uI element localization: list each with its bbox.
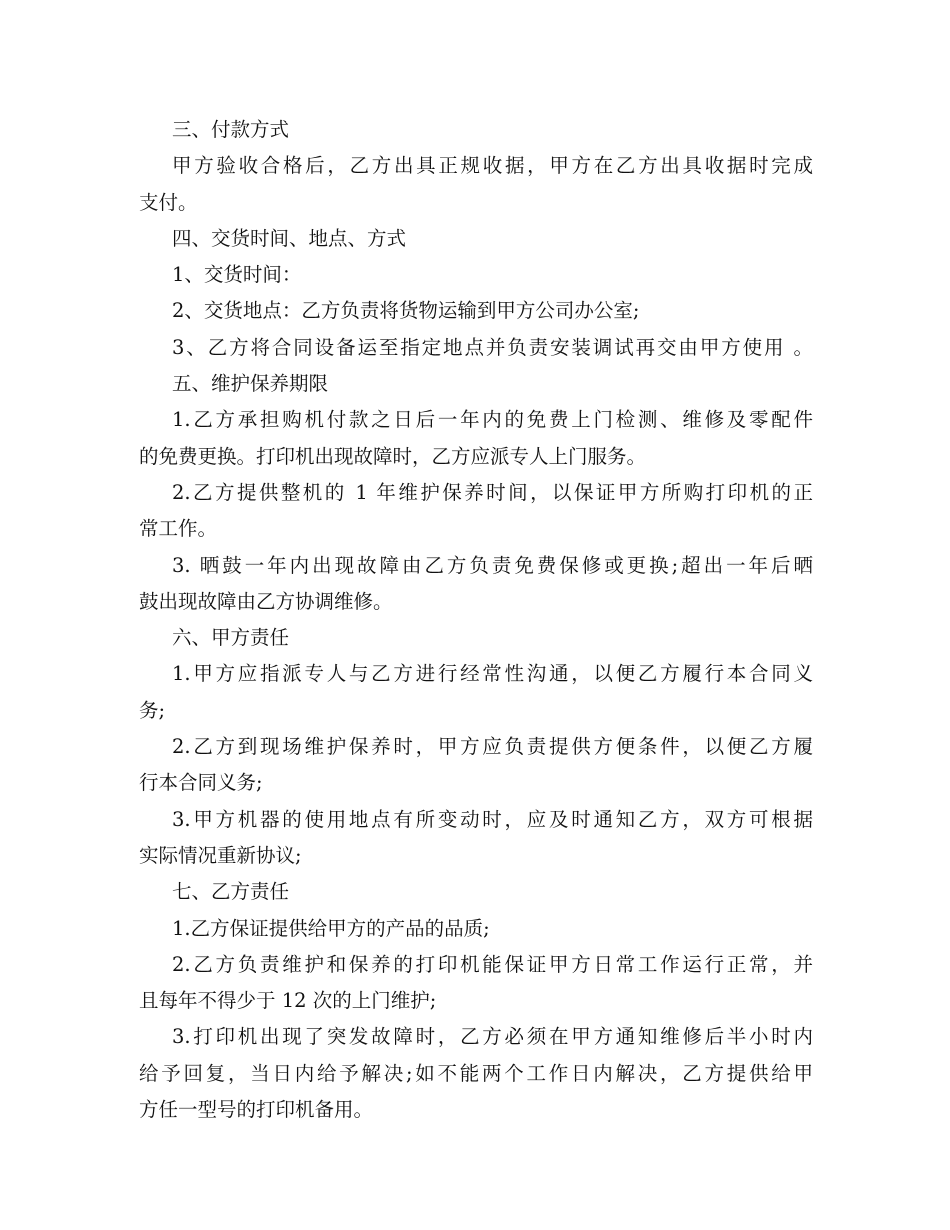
text-line: 鼓出现故障由乙方协调维修。: [139, 589, 393, 613]
text-line: 3.打印机出现了突发故障时，乙方必须在甲方通知维修后半小时内: [172, 1025, 813, 1049]
text-line: 且每年不得少于 12 次的上门维护;: [139, 989, 437, 1013]
text-line: 2.乙方提供整机的 1 年维护保养时间，以保证甲方所购打印机的正: [172, 480, 813, 504]
text-line: 2.乙方负责维护和保养的打印机能保证甲方日常工作运行正常，并: [172, 952, 813, 976]
text-line: 给予回复，当日内给予解决;如不能两个工作日内解决，乙方提供给甲: [139, 1061, 813, 1085]
text-line: 六、甲方责任: [172, 626, 290, 650]
text-line: 的免费更换。打印机出现故障时，乙方应派专人上门服务。: [139, 444, 647, 468]
text-line: 3.甲方机器的使用地点有所变动时，应及时通知乙方，双方可根据: [172, 807, 813, 831]
text-line: 七、乙方责任: [172, 880, 290, 904]
text-line: 三、付款方式: [172, 118, 290, 141]
text-line: 五、维护保养期限: [172, 372, 329, 396]
text-line: 甲方验收合格后，乙方出具正规收据，甲方在乙方出具收据时完成: [172, 154, 813, 178]
text-line: 常工作。: [139, 517, 218, 541]
text-line: 1.乙方保证提供给甲方的产品的品质;: [172, 916, 490, 940]
text-line: 四、交货时间、地点、方式: [172, 226, 407, 250]
text-line: 1.乙方承担购机付款之日后一年内的免费上门检测、维修及零配件: [172, 408, 813, 432]
text-line: 实际情况重新协议;: [139, 843, 302, 867]
text-line: 方任一型号的打印机备用。: [139, 1098, 374, 1122]
text-line: 2、交货地点：乙方负责将货物运输到甲方公司办公室;: [172, 299, 640, 323]
contract-body: [139, 112, 813, 1128]
text-line: 务;: [139, 698, 166, 722]
text-line: 1、交货时间：: [172, 263, 302, 287]
text-line: 行本合同义务;: [139, 771, 263, 795]
text-line: 2.乙方到现场维护保养时，甲方应负责提供方便条件，以便乙方履: [172, 735, 813, 759]
text-line: 1.甲方应指派专人与乙方进行经常性沟通，以便乙方履行本合同义: [172, 662, 813, 686]
text-line: 支付。: [139, 190, 198, 214]
text-line: 3. 晒鼓一年内出现故障由乙方负责免费保修或更换;超出一年后晒: [172, 553, 813, 577]
text-line: 3、乙方将合同设备运至指定地点并负责安装调试再交由甲方使用 。: [172, 335, 813, 359]
